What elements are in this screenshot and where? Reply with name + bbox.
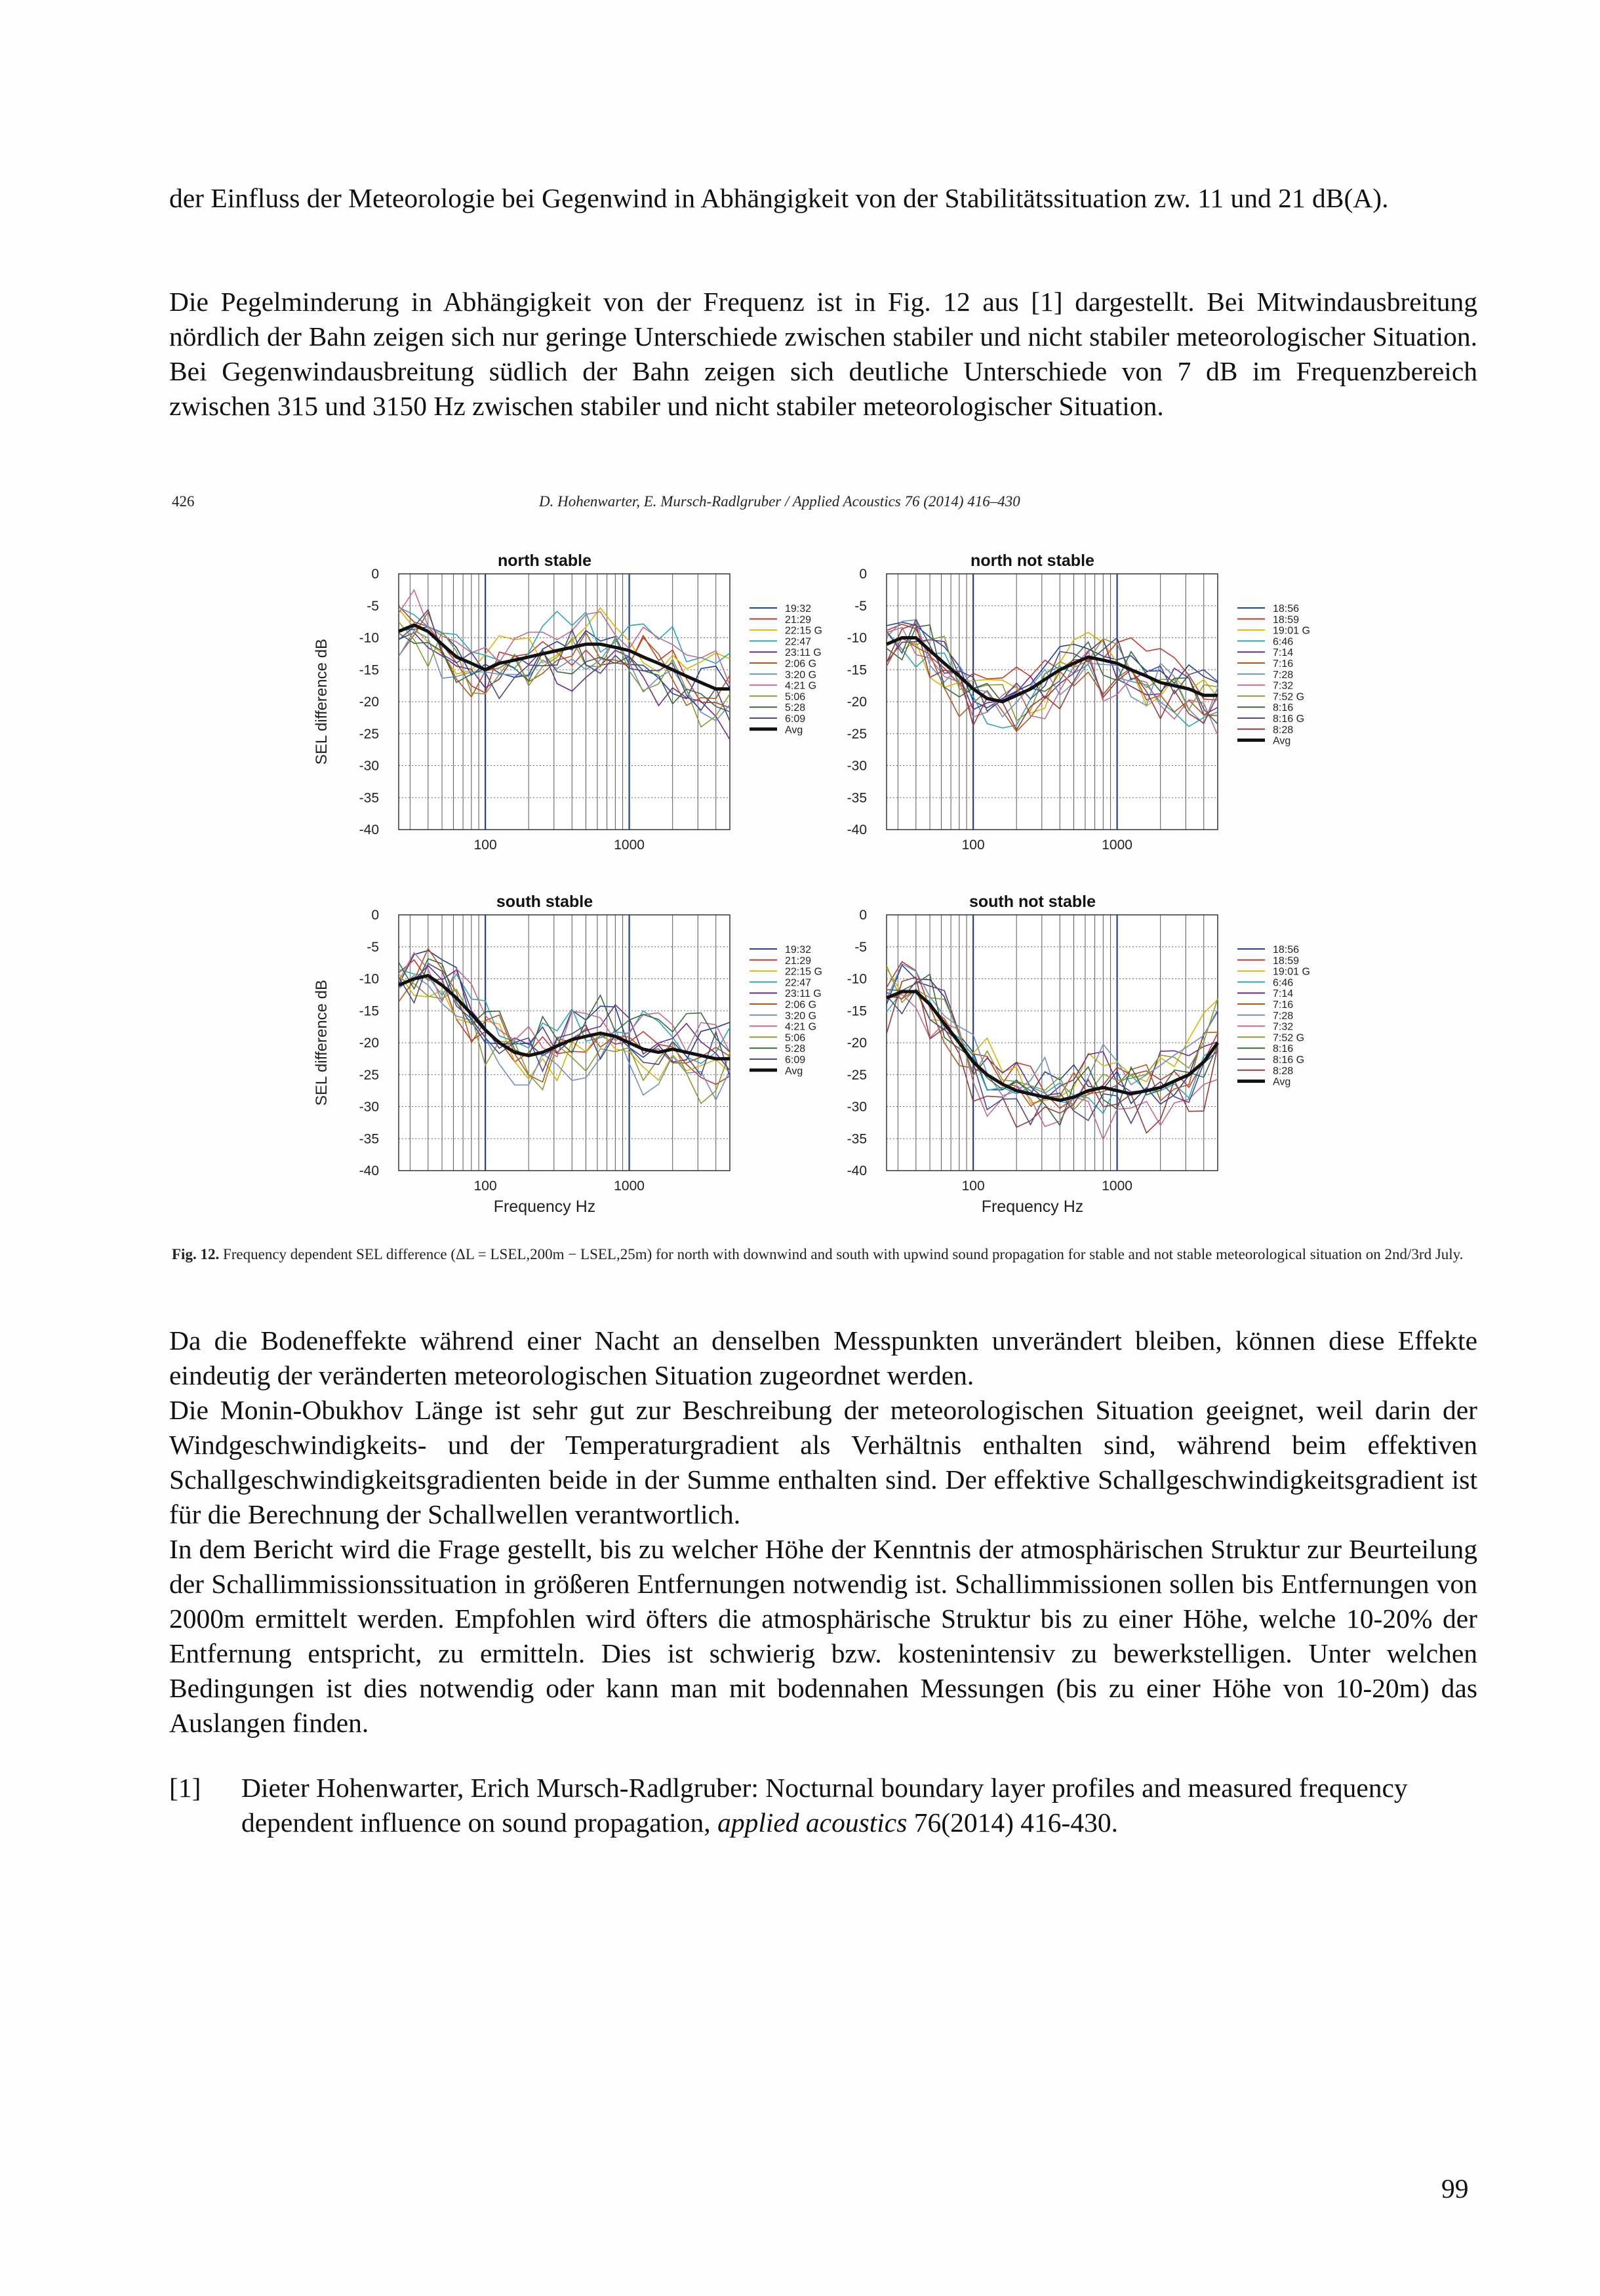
y-tick-label: -25 bbox=[847, 1067, 867, 1083]
y-axis-label: SEL difference dB bbox=[313, 638, 330, 765]
figure-journal-header: D. Hohenwarter, E. Mursch-Radlgruber / Applied Acoustics 76 (2014) 416–430 bbox=[539, 493, 1020, 510]
x-tick-label: 100 bbox=[473, 837, 497, 853]
legend-label: 3:20 G bbox=[785, 669, 817, 681]
y-tick-label: -40 bbox=[847, 822, 867, 837]
legend-label: 4:21 G bbox=[785, 1021, 817, 1033]
y-tick-label: -35 bbox=[359, 1131, 379, 1147]
x-axis-label: Frequency Hz bbox=[981, 1198, 1084, 1216]
chart-title: south not stable bbox=[969, 893, 1096, 911]
legend-label: 6:09 bbox=[785, 1055, 806, 1066]
y-tick-label: -25 bbox=[359, 1067, 379, 1083]
legend-label: 21:29 bbox=[785, 614, 812, 626]
y-axis-label: SEL difference dB bbox=[313, 979, 330, 1106]
chart-4 bbox=[847, 893, 1310, 1216]
paragraph-3: Da die Bodeneffekte während einer Nacht an denselben Messpunkten unverändert bleiben, können diese Effekte eindeutig der veränderten meteorologischen Situation zugeordnet werden. bbox=[169, 1325, 1477, 1390]
y-tick-label: -30 bbox=[847, 1099, 867, 1115]
y-tick-label: -5 bbox=[854, 939, 867, 955]
caption-text: Frequency dependent SEL difference (ΔL = LSEL,200m − LSEL,25m) for north with downwind and south with upwind sound propagation for stable and not stable meteorological situation on 2nd/3rd July. bbox=[222, 1246, 1464, 1262]
paragraph-4: Die Monin-Obukhov Länge ist sehr gut zur Beschreibung der meteorologischen Situation geeignet, weil darin der Windgeschwindigkeits- und der Temperaturgradient als Verhältnis enthalten sind, während beim effektiven Schallgeschwindigkeitsgradienten beide in der Summe enthalten sind. Der effektive Schallgeschwindigkeitsgradient ist für die Berechnung der Schallwellen verantwortlich. bbox=[169, 1395, 1477, 1529]
y-tick-label: -35 bbox=[847, 790, 867, 806]
reference-number: [1] bbox=[169, 1773, 201, 1803]
y-tick-label: -15 bbox=[847, 662, 867, 678]
legend-label: 22:47 bbox=[785, 977, 812, 989]
legend-label: 5:06 bbox=[785, 691, 806, 703]
y-tick-label: -40 bbox=[359, 822, 379, 837]
legend-label: 7:52 G bbox=[1273, 691, 1305, 703]
x-tick-label: 1000 bbox=[1102, 837, 1132, 853]
chart-2 bbox=[847, 552, 1310, 853]
legend-label: 5:28 bbox=[785, 1043, 806, 1055]
y-tick-label: -40 bbox=[359, 1163, 379, 1178]
y-tick-label: -20 bbox=[847, 695, 867, 710]
legend-label: 19:32 bbox=[785, 944, 812, 956]
y-tick-label: -5 bbox=[367, 939, 379, 955]
x-axis-label: Frequency Hz bbox=[493, 1198, 596, 1216]
legend-label: 5:06 bbox=[785, 1032, 806, 1044]
legend-label: 18:59 bbox=[1273, 955, 1300, 967]
legend-label: 22:15 G bbox=[785, 625, 822, 637]
legend-label: 7:32 bbox=[1273, 1021, 1294, 1033]
y-tick-label: -10 bbox=[847, 630, 867, 646]
reference-text bbox=[241, 1771, 1477, 1840]
legend-label: 18:59 bbox=[1273, 614, 1300, 626]
legend-label: 8:16 bbox=[1273, 1043, 1294, 1055]
chart-3 bbox=[313, 893, 822, 1216]
reference-volume: 76(2014) 416-430. bbox=[907, 1807, 1118, 1838]
legend-label: Avg bbox=[1273, 1076, 1291, 1088]
y-tick-label: -35 bbox=[847, 1131, 867, 1147]
paragraph-2: Die Pegelminderung in Abhängigkeit von der Frequenz ist in Fig. 12 aus [1] dargestellt. Bei Mitwindausbreitung nördlich der Bahn zeigen sich nur geringe Unterschiede zwischen stabiler und nicht stabiler meteorologischer Situation. Bei Gegenwindausbreitung südlich der Bahn zeigen sich deutliche Unterschiede von 7 dB im Frequenzbereich zwischen 315 und 3150 Hz zwischen stabiler und nicht stabiler meteorologischer Situation. bbox=[169, 287, 1477, 421]
y-tick-label: 0 bbox=[371, 567, 379, 582]
chart-title: north not stable bbox=[970, 552, 1094, 570]
y-tick-label: -15 bbox=[359, 662, 379, 678]
legend-label: 19:01 G bbox=[1273, 966, 1310, 978]
y-tick-label: -40 bbox=[847, 1163, 867, 1178]
x-tick-label: 100 bbox=[473, 1178, 497, 1194]
x-tick-label: 1000 bbox=[614, 1178, 645, 1194]
y-tick-label: -15 bbox=[359, 1003, 379, 1019]
legend-label: Avg bbox=[785, 724, 803, 736]
legend-label: 2:06 G bbox=[785, 658, 817, 670]
paragraph-5: In dem Bericht wird die Frage gestellt, bis zu welcher Höhe der Kenntnis der atmosphärischen Struktur zur Beurteilung der Schallimmissionssituation in größeren Entfernungen notwendig ist. Schallimmissionen sollen bis Entfernungen von 2000m ermittelt werden. Empfohlen wird öfters die atmosphärische Struktur bis zu einer Höhe, welche 10-20% der Entfernung entspricht, zu ermitteln. Dies ist schwierig bzw. kostenintensiv zu bewerkstelligen. Unter welchen Bedingungen ist dies notwendig oder kann man mit bodennahen Messungen (bis zu einer Höhe von 10-20m) das Auslangen finden. bbox=[169, 1534, 1477, 1738]
legend-label: 22:15 G bbox=[785, 966, 822, 978]
legend-label: 8:28 bbox=[1273, 1065, 1294, 1077]
reference-authors-title: Dieter Hohenwarter, Erich Mursch-Radlgruber: Nocturnal boundary layer profiles and measured frequency dependent influence on sound propagation, bbox=[241, 1773, 1408, 1838]
y-tick-label: -20 bbox=[359, 1036, 379, 1051]
legend-label: 5:28 bbox=[785, 702, 806, 714]
legend-label: 8:28 bbox=[1273, 724, 1294, 736]
page-number: 99 bbox=[1441, 2173, 1469, 2204]
legend-label: 7:52 G bbox=[1273, 1032, 1305, 1044]
legend-label: 6:46 bbox=[1273, 636, 1294, 648]
legend-label: 7:14 bbox=[1273, 988, 1294, 1000]
legend-label: 7:32 bbox=[1273, 680, 1294, 692]
y-tick-label: -10 bbox=[359, 630, 379, 646]
legend-label: 22:47 bbox=[785, 636, 812, 648]
reference-journal: applied acoustics bbox=[717, 1807, 908, 1838]
y-tick-label: 0 bbox=[859, 567, 867, 582]
y-tick-label: -10 bbox=[359, 971, 379, 987]
y-tick-label: 0 bbox=[371, 908, 379, 923]
figure-page-number: 426 bbox=[172, 493, 195, 510]
legend-label: 6:09 bbox=[785, 714, 806, 725]
caption-label: Fig. 12. bbox=[172, 1246, 220, 1262]
y-tick-label: -5 bbox=[367, 598, 379, 614]
legend-label: 7:16 bbox=[1273, 999, 1294, 1011]
chart-title: south stable bbox=[496, 893, 593, 911]
y-tick-label: -25 bbox=[359, 726, 379, 742]
legend-label: 4:21 G bbox=[785, 680, 817, 692]
y-tick-label: -30 bbox=[359, 758, 379, 774]
y-tick-label: -5 bbox=[854, 598, 867, 614]
legend-label: 2:06 G bbox=[785, 999, 817, 1011]
legend-label: 8:16 G bbox=[1273, 714, 1305, 725]
legend-label: 19:01 G bbox=[1273, 625, 1310, 637]
y-tick-label: -30 bbox=[847, 758, 867, 774]
legend-label: 23:11 G bbox=[785, 647, 822, 659]
legend-label: 21:29 bbox=[785, 955, 812, 967]
legend-label: 8:16 bbox=[1273, 702, 1294, 714]
chart-title: north stable bbox=[497, 552, 592, 570]
paragraph-1: der Einfluss der Meteorologie bei Gegenwind in Abhängigkeit von der Stabilitätssituation zw. 11 und 21 dB(A). bbox=[169, 183, 1389, 213]
x-tick-label: 100 bbox=[961, 1178, 985, 1194]
y-tick-label: -10 bbox=[847, 971, 867, 987]
y-tick-label: -30 bbox=[359, 1099, 379, 1115]
legend-label: 3:20 G bbox=[785, 1010, 817, 1022]
legend-label: 18:56 bbox=[1273, 944, 1300, 956]
y-tick-label: -20 bbox=[359, 695, 379, 710]
legend-label: 19:32 bbox=[785, 603, 812, 614]
legend-label: 7:28 bbox=[1273, 669, 1294, 681]
legend-label: 7:28 bbox=[1273, 1010, 1294, 1022]
legend-label: 23:11 G bbox=[785, 988, 822, 1000]
figure-caption bbox=[172, 1244, 1477, 1264]
y-tick-label: -15 bbox=[847, 1003, 867, 1019]
x-tick-label: 1000 bbox=[1102, 1178, 1132, 1194]
x-tick-label: 1000 bbox=[614, 837, 645, 853]
y-tick-label: -25 bbox=[847, 726, 867, 742]
y-tick-label: -35 bbox=[359, 790, 379, 806]
x-tick-label: 100 bbox=[961, 837, 985, 853]
legend-label: 6:46 bbox=[1273, 977, 1294, 989]
chart-1 bbox=[313, 552, 822, 853]
legend-label: 7:14 bbox=[1273, 647, 1294, 659]
y-tick-label: 0 bbox=[859, 908, 867, 923]
legend-label: Avg bbox=[1273, 735, 1291, 747]
y-tick-label: -20 bbox=[847, 1036, 867, 1051]
legend-label: 18:56 bbox=[1273, 603, 1300, 614]
legend-label: Avg bbox=[785, 1065, 803, 1077]
legend-label: 7:16 bbox=[1273, 658, 1294, 670]
legend-label: 8:16 G bbox=[1273, 1055, 1305, 1066]
